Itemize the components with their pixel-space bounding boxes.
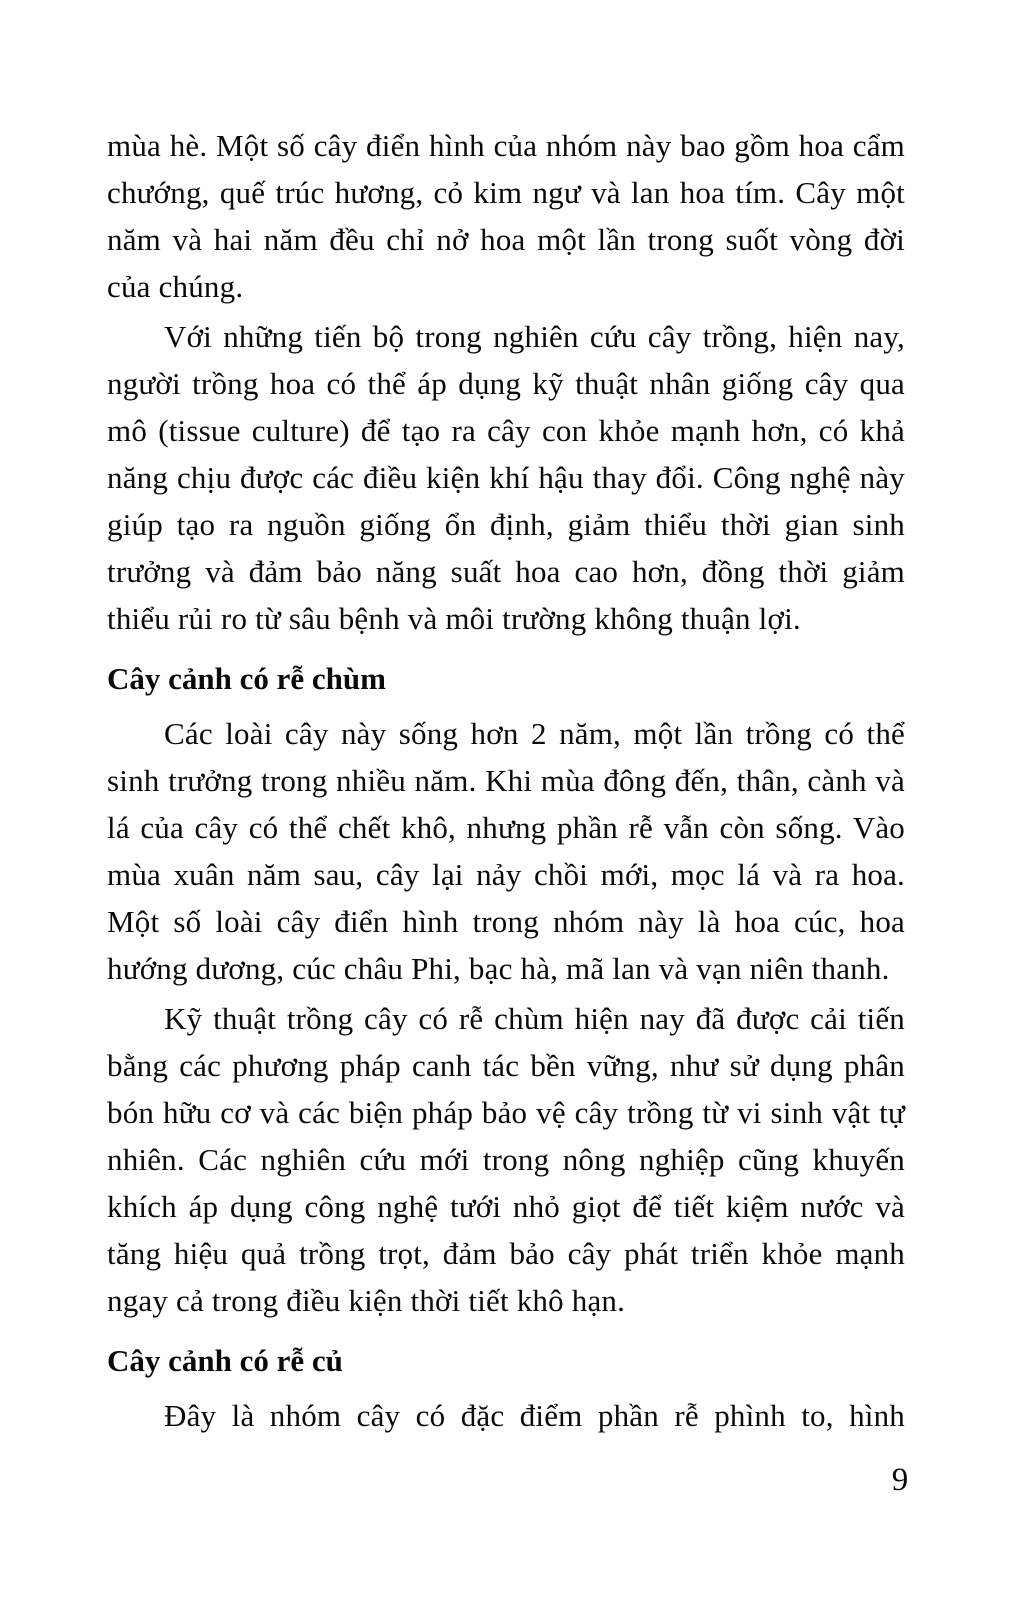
section-heading-fibrous-root-plants: Cây cảnh có rễ chùm (107, 661, 386, 696)
page-number: 9 (891, 1462, 909, 1498)
paragraph-tissue-culture: Với những tiến bộ trong nghiên cứu cây trồng, hiện nay, người trồng hoa có thể áp dụng kỹ thuật nhân giống cây qua mô (tissue culture) để tạo ra cây con khỏe mạnh hơn, có khả năng chịu được các điều kiện khí hậu thay đổi. Công nghệ này giúp tạo ra nguồn giống ổn định, giảm thiểu thời gian sinh trưởng và đảm bảo năng suất hoa cao hơn, đồng thời giảm thiểu rủi ro từ sâu bệnh và môi trường không thuận lợi. (107, 319, 905, 636)
paragraph-annuals-continued: mùa hè. Một số cây điển hình của nhóm này bao gồm hoa cẩm chướng, quế trúc hương, cỏ kim ngư và lan hoa tím. Cây một năm và hai năm đều chỉ nở hoa một lần trong suốt vòng đời của chúng. (107, 128, 905, 304)
page-text-block (107, 122, 905, 1442)
paragraph-tuberous-root-intro: Đây là nhóm cây có đặc điểm phần rễ phình to, hình (164, 1398, 905, 1433)
section-heading-tuberous-root-plants: Cây cảnh có rễ củ (107, 1343, 343, 1378)
paragraph-fibrous-root-description: Các loài cây này sống hơn 2 năm, một lần trồng có thể sinh trưởng trong nhiều năm. Khi mùa đông đến, thân, cành và lá của cây có thể chết khô, nhưng phần rễ vẫn còn sống. Vào mùa xuân năm sau, cây lại nảy chồi mới, mọc lá và ra hoa. Một số loài cây điển hình trong nhóm này là hoa cúc, hoa hướng dương, cúc châu Phi, bạc hà, mã lan và vạn niên thanh. (107, 716, 905, 986)
paragraph-fibrous-root-techniques: Kỹ thuật trồng cây có rễ chùm hiện nay đã được cải tiến bằng các phương pháp canh tác bền vững, như sử dụng phân bón hữu cơ và các biện pháp bảo vệ cây trồng từ vi sinh vật tự nhiên. Các nghiên cứu mới trong nông nghiệp cũng khuyến khích áp dụng công nghệ tưới nhỏ giọt để tiết kiệm nước và tăng hiệu quả trồng trọt, đảm bảo cây phát triển khỏe mạnh ngay cả trong điều kiện thời tiết khô hạn. (107, 1001, 905, 1318)
